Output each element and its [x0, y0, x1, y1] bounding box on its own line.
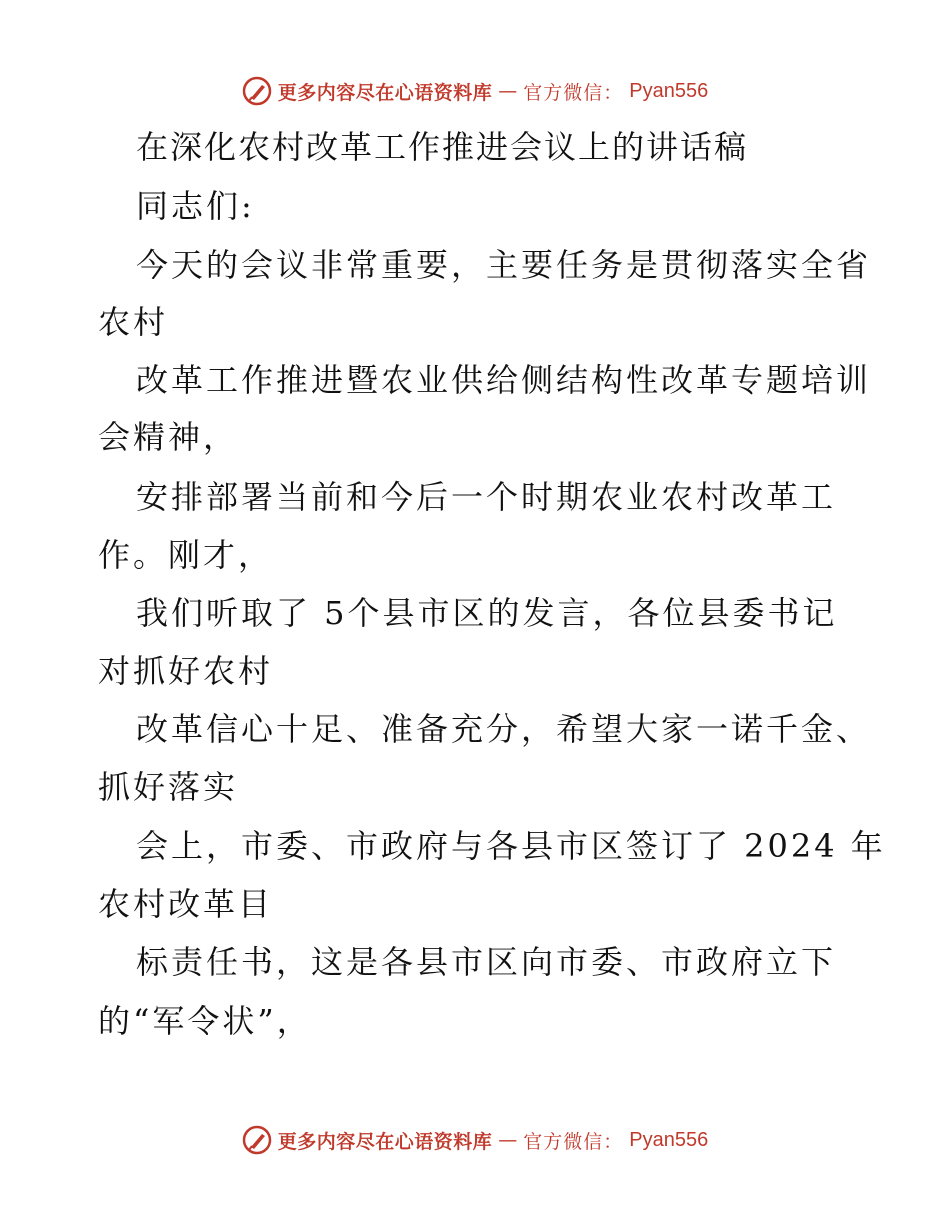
- footer-wechat-label: 官方微信：: [523, 1130, 624, 1153]
- text-line: 我们听取了 5个县市区的发言，各位县委书记: [136, 594, 838, 632]
- text-line: 改革工作推进暨农业供给侧结构性改革专题培训: [136, 361, 872, 399]
- text-line: 抓好落实: [98, 768, 239, 806]
- text-line: 改革信心十足、准备充分，希望大家一诺千金、: [136, 710, 872, 748]
- text-line: 安排部署当前和今后一个时期农业农村改革工: [136, 478, 837, 516]
- footer-separator: —: [498, 1129, 518, 1151]
- header-separator: —: [498, 80, 518, 102]
- text-line: 农村: [98, 303, 169, 341]
- document-title: 在深化农村改革工作推进会议上的讲话稿: [136, 128, 749, 166]
- quill-pen-logo-icon: [242, 1125, 272, 1155]
- text-line: 今天的会议非常重要，主要任务是贯彻落实全省: [136, 246, 872, 284]
- header-wechat-label: 官方微信：: [523, 81, 624, 104]
- text-line: 会精神，: [98, 418, 239, 456]
- salutation: 同志们:: [136, 187, 255, 225]
- text-line: 的“军令状”，: [98, 1002, 312, 1040]
- header-banner: [0, 71, 950, 111]
- text-line: 标责任书，这是各县市区向市委、市政府立下: [136, 943, 837, 981]
- text-line: 农村改革目: [98, 885, 274, 923]
- footer-wechat-id: Pyan556: [629, 1128, 709, 1151]
- footer-banner: [0, 1120, 950, 1160]
- text-line: 对抓好农村: [98, 652, 274, 690]
- footer-brand-text: 更多内容尽在心语资料库: [277, 1130, 493, 1153]
- quill-pen-logo-icon: [242, 76, 272, 106]
- header-brand-text: 更多内容尽在心语资料库: [277, 81, 493, 104]
- header-wechat-id: Pyan556: [629, 79, 709, 102]
- text-line: 作。刚才，: [98, 536, 274, 574]
- text-line: 会上，市委、市政府与各县市区签订了 2024 年: [136, 827, 886, 865]
